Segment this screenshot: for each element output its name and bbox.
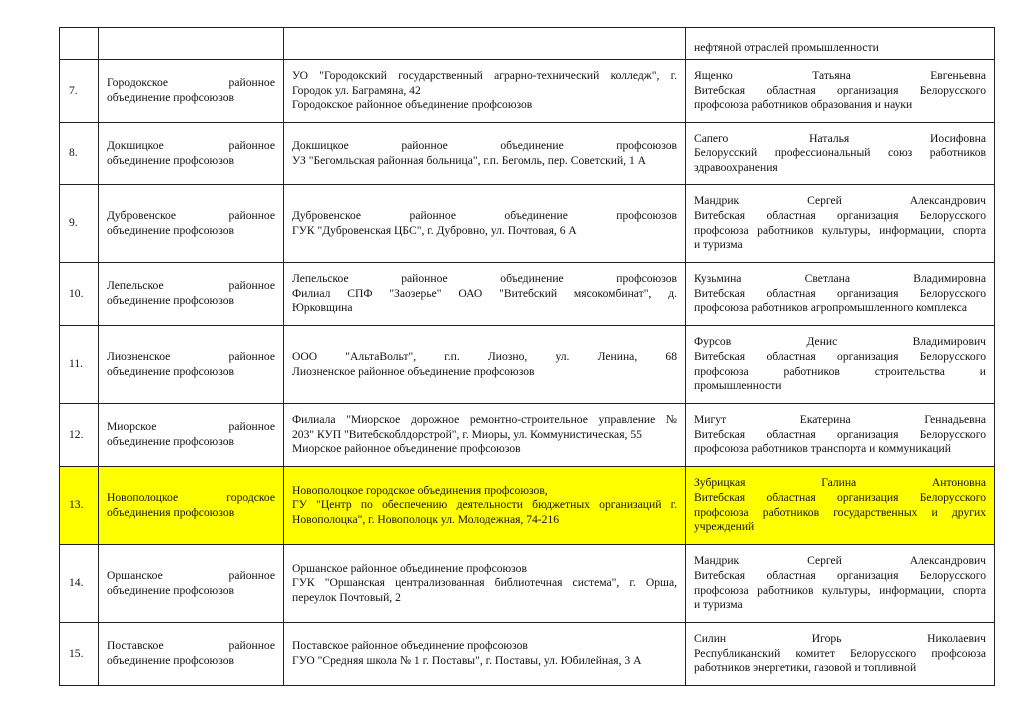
venue-cell [284,123,686,185]
row-number-cell: 10. [60,263,99,326]
venue-line: Поставское районное объединение профсоюзов [292,639,528,653]
contact-line: Республиканский комитет Белорусского профсоюза [694,646,986,660]
table-row [60,545,995,623]
contact-line: Витебская областная организация Белорусского [694,83,986,97]
table-row-continuation [60,28,995,60]
venue-line: Новополоцка", г. Новополоцк ул. Молодежная, 74-216 [292,512,560,526]
venue-line: переулок Почтовый, 2 [292,590,401,604]
organization-line: Докшицкое районное [107,138,275,152]
contact-line: Зубрицкая Галина Антоновна [694,476,986,490]
venue-cell [284,623,686,686]
venue-line: Докшицкое районное объединение профсоюзов [292,138,677,152]
venue-line: Филиал СПФ "Заозерье" ОАО "Витебский мясокомбинат", д. [292,286,677,300]
contact-line: Витебская областная организация Белорусского [694,208,986,222]
table-row [60,185,995,263]
organization-line: объединение профсоюзов [107,91,234,104]
table-row [60,60,995,123]
contact-cell [686,28,995,60]
venue-cell [284,28,686,60]
contact-cell [686,123,995,185]
venue-cell [284,185,686,263]
organization-line: Городокское районное [107,76,275,90]
contact-line: и туризма [694,238,743,252]
contact-line: Силин Игорь Николаевич [694,632,986,646]
venue-line: УО "Городокский государственный аграрно-технический колледж", г. [292,69,677,83]
venue-cell [284,404,686,467]
table-row [60,404,995,467]
organization-line: Новополоцкое городское [107,490,275,504]
venue-cell [284,60,686,123]
venue-line: ГУК "Оршанская централизованная библиотечная система", г. Орша, [292,576,677,590]
organization-cell [99,123,284,185]
venue-cell [284,326,686,404]
contact-line: Витебская областная организация Белорусского [694,349,986,363]
row-number-cell: 7. [60,60,99,123]
row-number-cell: 11. [60,326,99,404]
venue-cell [284,263,686,326]
contact-cell [686,623,995,686]
contact-cell [686,326,995,404]
organization-line: объединение профсоюзов [107,364,234,378]
organization-cell [99,404,284,467]
contact-line: профсоюза работников культуры, информации, спорта [694,223,986,237]
contact-cell [686,263,995,326]
venue-cell [284,467,686,545]
contact-line: Ященко Татьяна Евгеньевна [694,69,986,83]
organization-line: Оршанское районное [107,568,275,582]
venue-line: Дубровенское районное объединение профсоюзов [292,208,677,222]
row-number-cell: 15. [60,623,99,686]
contact-line: профсоюза работников образования и науки [694,98,913,112]
row-number-cell: 12. [60,404,99,467]
contact-line: Витебская областная организация Белорусского [694,286,986,300]
venue-line: Миорское районное объединение профсоюзов [292,442,521,456]
contact-line: профсоюза работников государственных и других [694,505,986,519]
contact-line: профсоюза работников культуры, информации, спорта [694,583,986,597]
venue-line: Городокское районное объединение профсоюзов [292,98,533,112]
organization-cell [99,28,284,60]
organization-line: объединения профсоюзов [107,505,235,519]
organization-cell [99,185,284,263]
organization-line: Поставское районное [107,639,275,653]
organization-cell [99,545,284,623]
contact-line: Белорусский профессиональный союз работников [694,146,986,160]
organization-line: объединение профсоюзов [107,583,234,597]
venue-line: Городок ул. Баграмяна, 42 [292,83,421,97]
table-body [60,28,995,686]
contact-line: здравоохранения [694,160,778,174]
row-number-cell: 14. [60,545,99,623]
venue-line: Новополоцкое городское объединения профсоюзов, [292,483,548,497]
organization-cell [99,467,284,545]
organization-line: объединение профсоюзов [107,654,234,667]
contact-line: Витебская областная организация Белорусского [694,427,986,441]
organization-line: объединение профсоюзов [107,153,234,167]
venue-line: Филиала "Миорское дорожное ремонтно-строительное управление № [292,413,677,427]
contact-line: Фурсов Денис Владимирович [694,335,986,349]
organization-cell [99,263,284,326]
organization-cell [99,623,284,686]
contact-line: профсоюза работников агропромышленного комплекса [694,301,968,315]
table-row [60,326,995,404]
contact-line: Витебская областная организация Белорусского [694,490,986,504]
venue-line: 203" КУП "Витебскоблдорстрой", г. Миоры, ул. Коммунистическая, 55 [292,427,642,441]
contact-line: промышленности [694,379,782,393]
organization-line: объединение профсоюзов [107,223,234,237]
contact-cell [686,467,995,545]
organization-line: Лиозненское районное [107,349,275,363]
row-number-cell: 8. [60,123,99,185]
row-number-cell: 13. [60,467,99,545]
row-number-cell: 9. [60,185,99,263]
venue-cell [284,545,686,623]
contact-line: Кузьмина Светлана Владимировна [694,272,986,286]
venue-line: ГУК "Дубровенская ЦБС", г. Дубровно, ул. Почтовая, 6 А [292,223,577,237]
contact-line: Мандрик Сергей Александрович [694,194,986,208]
organization-line: Дубровенское районное [107,208,275,222]
organization-cell [99,326,284,404]
venue-line: Лепельское районное объединение профсоюзов [292,272,677,286]
table-row [60,123,995,185]
venue-line: ООО "АльтаВольт", г.п. Лиозно, ул. Ленина, 68 [292,349,677,363]
contact-line: профсоюза работников транспорта и коммуникаций [694,442,951,456]
contact-cell [686,185,995,263]
organization-line: Лепельское районное [107,279,275,293]
contact-line: нефтяной отраслей промышленности [694,41,879,55]
venue-line: Лиозненское районное объединение профсоюзов [292,364,535,378]
contact-cell [686,545,995,623]
contact-line: профсоюза работников строительства и [694,364,986,378]
contact-line: и туризма [694,598,743,612]
contact-cell [686,60,995,123]
table-row [60,623,995,686]
venue-line: Оршанское районное объединение профсоюзов [292,561,527,575]
organization-line: объединение профсоюзов [107,435,234,448]
contact-line: Витебская областная организация Белорусского [694,568,986,582]
contact-cell [686,404,995,467]
contact-line: Сапего Наталья Иосифовна [694,131,986,145]
venue-line: ГУО "Средняя школа № 1 г. Поставы", г. Поставы, ул. Юбилейная, 3 А [292,654,642,667]
events-table [59,27,995,686]
venue-line: ГУ "Центр по обеспечению деятельности бюджетных организаций г. [292,498,677,512]
table-row [60,263,995,326]
organization-line: Миорское районное [107,420,275,434]
table-row [60,467,995,545]
contact-line: учреждений [694,520,755,534]
row-number-cell [60,28,99,60]
venue-line: УЗ "Бегомльская районная больница", г.п. Бегомль, пер. Советский, 1 А [292,153,647,167]
contact-line: Мигут Екатерина Геннадьевна [694,413,986,427]
organization-line: объединение профсоюзов [107,294,234,307]
organization-cell [99,60,284,123]
contact-line: Мандрик Сергей Александрович [694,554,986,568]
venue-line: Юрковщина [292,301,353,315]
contact-line: работников энергетики, газовой и топливной [694,661,917,675]
